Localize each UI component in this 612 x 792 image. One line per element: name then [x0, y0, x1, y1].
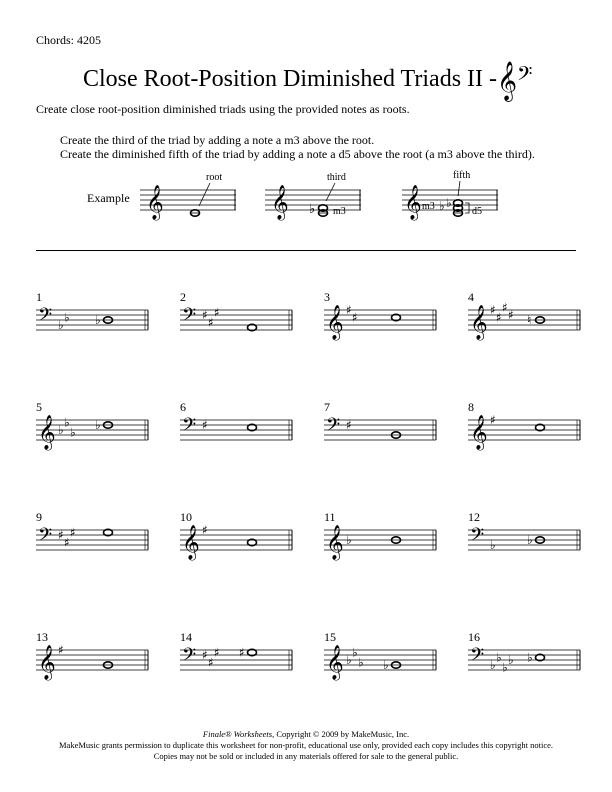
sharp-icon: ♯ [64, 535, 70, 550]
bass-clef-icon: 𝄢 [470, 645, 485, 670]
exercise-number: 15 [324, 630, 336, 644]
treble-clef-icon: 𝄞 [38, 645, 56, 680]
bass-clef-icon: 𝄢 [326, 415, 341, 440]
exercise-number: 3 [324, 290, 330, 304]
sharp-icon: ♯ [208, 315, 214, 330]
sharp-icon: ♯ [502, 300, 508, 315]
flat-icon: ♭ [496, 650, 502, 665]
svg-text:third: third [327, 172, 346, 183]
sharp-icon: ♯ [202, 648, 208, 662]
intro-text: Create close root-position diminished triads using the provided notes as roots. [36, 102, 410, 116]
flat-icon: ♭ [309, 201, 316, 216]
exercise-number: 12 [468, 510, 480, 524]
instruction-third: Create the third of the triad by adding a note a m3 above the root. [60, 133, 375, 147]
flat-icon: ♭ [64, 310, 70, 325]
exercise-number: 7 [324, 400, 330, 414]
example-step-fifth [402, 170, 498, 221]
bass-clef-icon: 𝄢 [38, 305, 53, 330]
exercise-number: 8 [468, 400, 474, 414]
bass-clef-icon: 𝄢 [38, 525, 53, 550]
example-staves [140, 168, 560, 228]
sharp-icon: ♯ [239, 645, 245, 660]
sharp-icon: ♯ [346, 303, 352, 317]
example-label: Example [87, 191, 130, 205]
exercise-15 [324, 630, 436, 681]
flat-icon: ♭ [58, 423, 64, 437]
svg-text:d5: d5 [472, 206, 482, 217]
sharp-icon: ♯ [214, 645, 220, 660]
exercise-number: 14 [180, 630, 192, 644]
sharp-icon: ♯ [490, 413, 496, 427]
exercise-number: 1 [36, 290, 42, 304]
exercise-number: 11 [324, 510, 336, 524]
exercise-2 [180, 290, 292, 331]
title-text: Close Root-Position Diminished Triads II - [82, 66, 498, 92]
exercise-7 [324, 400, 436, 440]
natural-icon: ♮ [527, 313, 532, 327]
footer-copyright: , Copyright © 2009 by MakeMusic, Inc. [272, 729, 410, 739]
footer [0, 729, 612, 762]
exercise-number: 9 [36, 510, 42, 524]
treble-clef-icon: 𝄞 [326, 305, 344, 340]
footer-brand: Finale® Worksheets [202, 729, 273, 739]
sharp-icon: ♯ [346, 418, 352, 432]
treble-clef-icon: 𝄞 [146, 185, 164, 220]
exercise-number: 5 [36, 400, 42, 414]
instruction-fifth: Create the diminished fifth of the triad by adding a note a d5 above the root (a m3 above the third). [60, 147, 535, 161]
worksheet-code: Chords: 4205 [36, 33, 102, 47]
bass-clef-icon: 𝄢 [470, 525, 485, 550]
treble-clef-icon: 𝄞 [326, 645, 344, 680]
footer-permission: MakeMusic grants permission to duplicate this worksheet for non-profit, educational use only, provided each copy includes this copyright notice. [59, 740, 553, 750]
sharp-icon: ♯ [70, 525, 76, 540]
annotation: root [206, 172, 223, 183]
bass-clef-icon: 𝄢 [517, 62, 533, 90]
footer-restriction: Copies may not be sold or included in any materials offered for sale to the general public. [153, 751, 459, 761]
flat-icon: ♭ [502, 660, 508, 675]
flat-icon: ♭ [439, 199, 445, 213]
exercise-6 [180, 400, 292, 440]
exercise-14 [180, 630, 292, 670]
section-divider [36, 250, 576, 251]
sharp-icon: ♯ [202, 418, 208, 432]
flat-icon: ♭ [346, 653, 352, 667]
exercise-4 [468, 290, 580, 341]
exercise-11 [324, 510, 436, 561]
treble-clef-icon: 𝄞 [326, 525, 344, 560]
sharp-icon: ♯ [352, 310, 358, 325]
flat-icon: ♭ [446, 196, 452, 210]
flat-icon: ♭ [527, 650, 533, 665]
exercise-8 [468, 400, 580, 451]
treble-clef-icon: 𝄞 [271, 185, 289, 220]
treble-clef-icon: 𝄞 [470, 305, 488, 340]
sharp-icon: ♯ [208, 655, 214, 670]
flat-icon: ♭ [490, 538, 496, 552]
flat-icon: ♭ [383, 658, 389, 672]
exercise-number: 4 [468, 290, 474, 304]
bass-clef-icon: 𝄢 [182, 645, 197, 670]
flat-icon: ♭ [346, 533, 352, 547]
exercise-10 [180, 510, 292, 561]
flat-icon: ♭ [358, 655, 364, 670]
sharp-icon: ♯ [202, 308, 208, 322]
sharp-icon: ♯ [508, 308, 514, 322]
exercise-number: 10 [180, 510, 192, 524]
flat-icon: ♭ [95, 418, 101, 432]
sharp-icon: ♯ [58, 643, 64, 657]
exercise-number: 16 [468, 630, 480, 644]
flat-icon: ♭ [352, 645, 358, 660]
treble-clef-icon: 𝄞 [470, 415, 488, 450]
svg-text:m3: m3 [333, 206, 346, 217]
example-step-root [140, 172, 236, 221]
exercise-3 [324, 290, 436, 341]
exercise-5 [36, 400, 148, 451]
page-title [0, 66, 580, 93]
sharp-icon: ♯ [214, 305, 220, 320]
exercise-12 [468, 510, 580, 552]
sharp-icon: ♯ [202, 523, 208, 537]
svg-text:fifth: fifth [453, 170, 471, 181]
svg-text:m3: m3 [422, 201, 435, 212]
sharp-icon: ♯ [58, 528, 64, 542]
flat-icon: ♭ [95, 313, 101, 327]
exercise-number: 2 [180, 290, 186, 304]
treble-clef-icon: 𝄞 [404, 185, 422, 220]
flat-icon: ♭ [527, 533, 533, 547]
flat-icon: ♭ [58, 318, 64, 332]
sharp-icon: ♯ [496, 310, 502, 325]
treble-clef-icon: 𝄞 [182, 525, 200, 560]
bass-clef-icon: 𝄢 [182, 415, 197, 440]
exercise-9 [36, 510, 148, 550]
treble-clef-icon: 𝄞 [38, 415, 56, 450]
exercise-1 [36, 290, 148, 332]
sharp-icon: ♯ [490, 303, 496, 317]
flat-icon: ♭ [64, 415, 70, 430]
flat-icon: ♭ [490, 658, 496, 672]
exercise-number: 6 [180, 400, 186, 414]
example-step-third [265, 172, 361, 221]
flat-icon: ♭ [70, 425, 76, 440]
flat-icon: ♭ [508, 653, 514, 667]
exercise-number: 13 [36, 630, 48, 644]
bass-clef-icon: 𝄢 [182, 305, 197, 330]
treble-clef-icon: 𝄞 [497, 61, 518, 101]
exercise-16 [468, 630, 580, 675]
exercise-13 [36, 630, 148, 681]
exercise-grid [0, 270, 612, 690]
title-clef-icons [495, 60, 541, 104]
